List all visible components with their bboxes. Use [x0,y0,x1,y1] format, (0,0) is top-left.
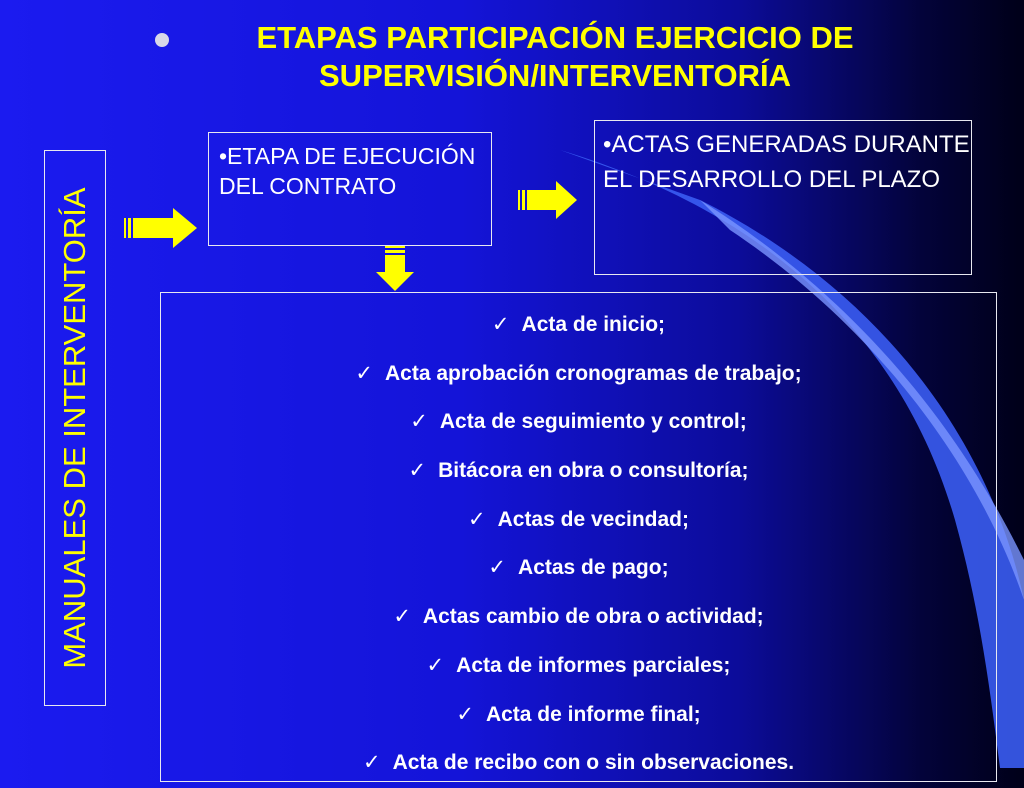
actas-list-box [160,292,997,782]
checkmark-icon: ✓ [408,459,427,483]
stage-box: •ETAPA DE EJECUCIÓN DEL CONTRATO [208,132,492,246]
list-item: ✓ Acta de recibo con o sin observaciones. [161,739,996,788]
down-arrow-icon [376,246,414,292]
checkmark-icon: ✓ [362,751,381,775]
checkmark-icon: ✓ [491,313,510,336]
checkmark-icon: ✓ [456,702,474,726]
checkmark-icon: ✓ [426,653,445,677]
list-item: ✓ Actas cambio de obra o actividad; [161,593,996,642]
list-item: ✓ Acta de informes parciales; [161,642,996,691]
list-item: ✓ Acta de informe final; [161,691,996,740]
actas-box: •ACTAS GENERADAS DURANTE EL DESARROLLO DEL PLAZO [594,120,972,275]
list-item: ✓ Actas de vecindad; [161,496,996,545]
checkmark-icon: ✓ [467,507,486,531]
actas-list [161,293,996,788]
list-item: ✓ Actas de pago; [161,544,996,593]
slide-title: ETAPAS PARTICIPACIÓN EJERCICIO DE SUPERVISIÓN/INTERVENTORÍA [256,20,854,93]
list-item: ✓ Bitácora en obra o consultoría; [161,447,996,496]
right-arrow-icon [518,180,578,220]
list-item: ✓ Acta de seguimiento y control; [161,398,996,447]
checkmark-icon: ✓ [393,605,411,629]
right-arrow-icon [124,206,198,250]
checkmark-icon: ✓ [410,410,428,434]
title-bullet [155,33,169,47]
list-item: ✓ Acta aprobación cronogramas de trabajo; [161,350,996,399]
side-label: MANUALES DE INTERVENTORÍA [57,187,92,669]
checkmark-icon: ✓ [488,556,507,580]
checkmark-icon: ✓ [355,361,373,385]
list-item: ✓ Acta de inicio; [161,301,996,350]
